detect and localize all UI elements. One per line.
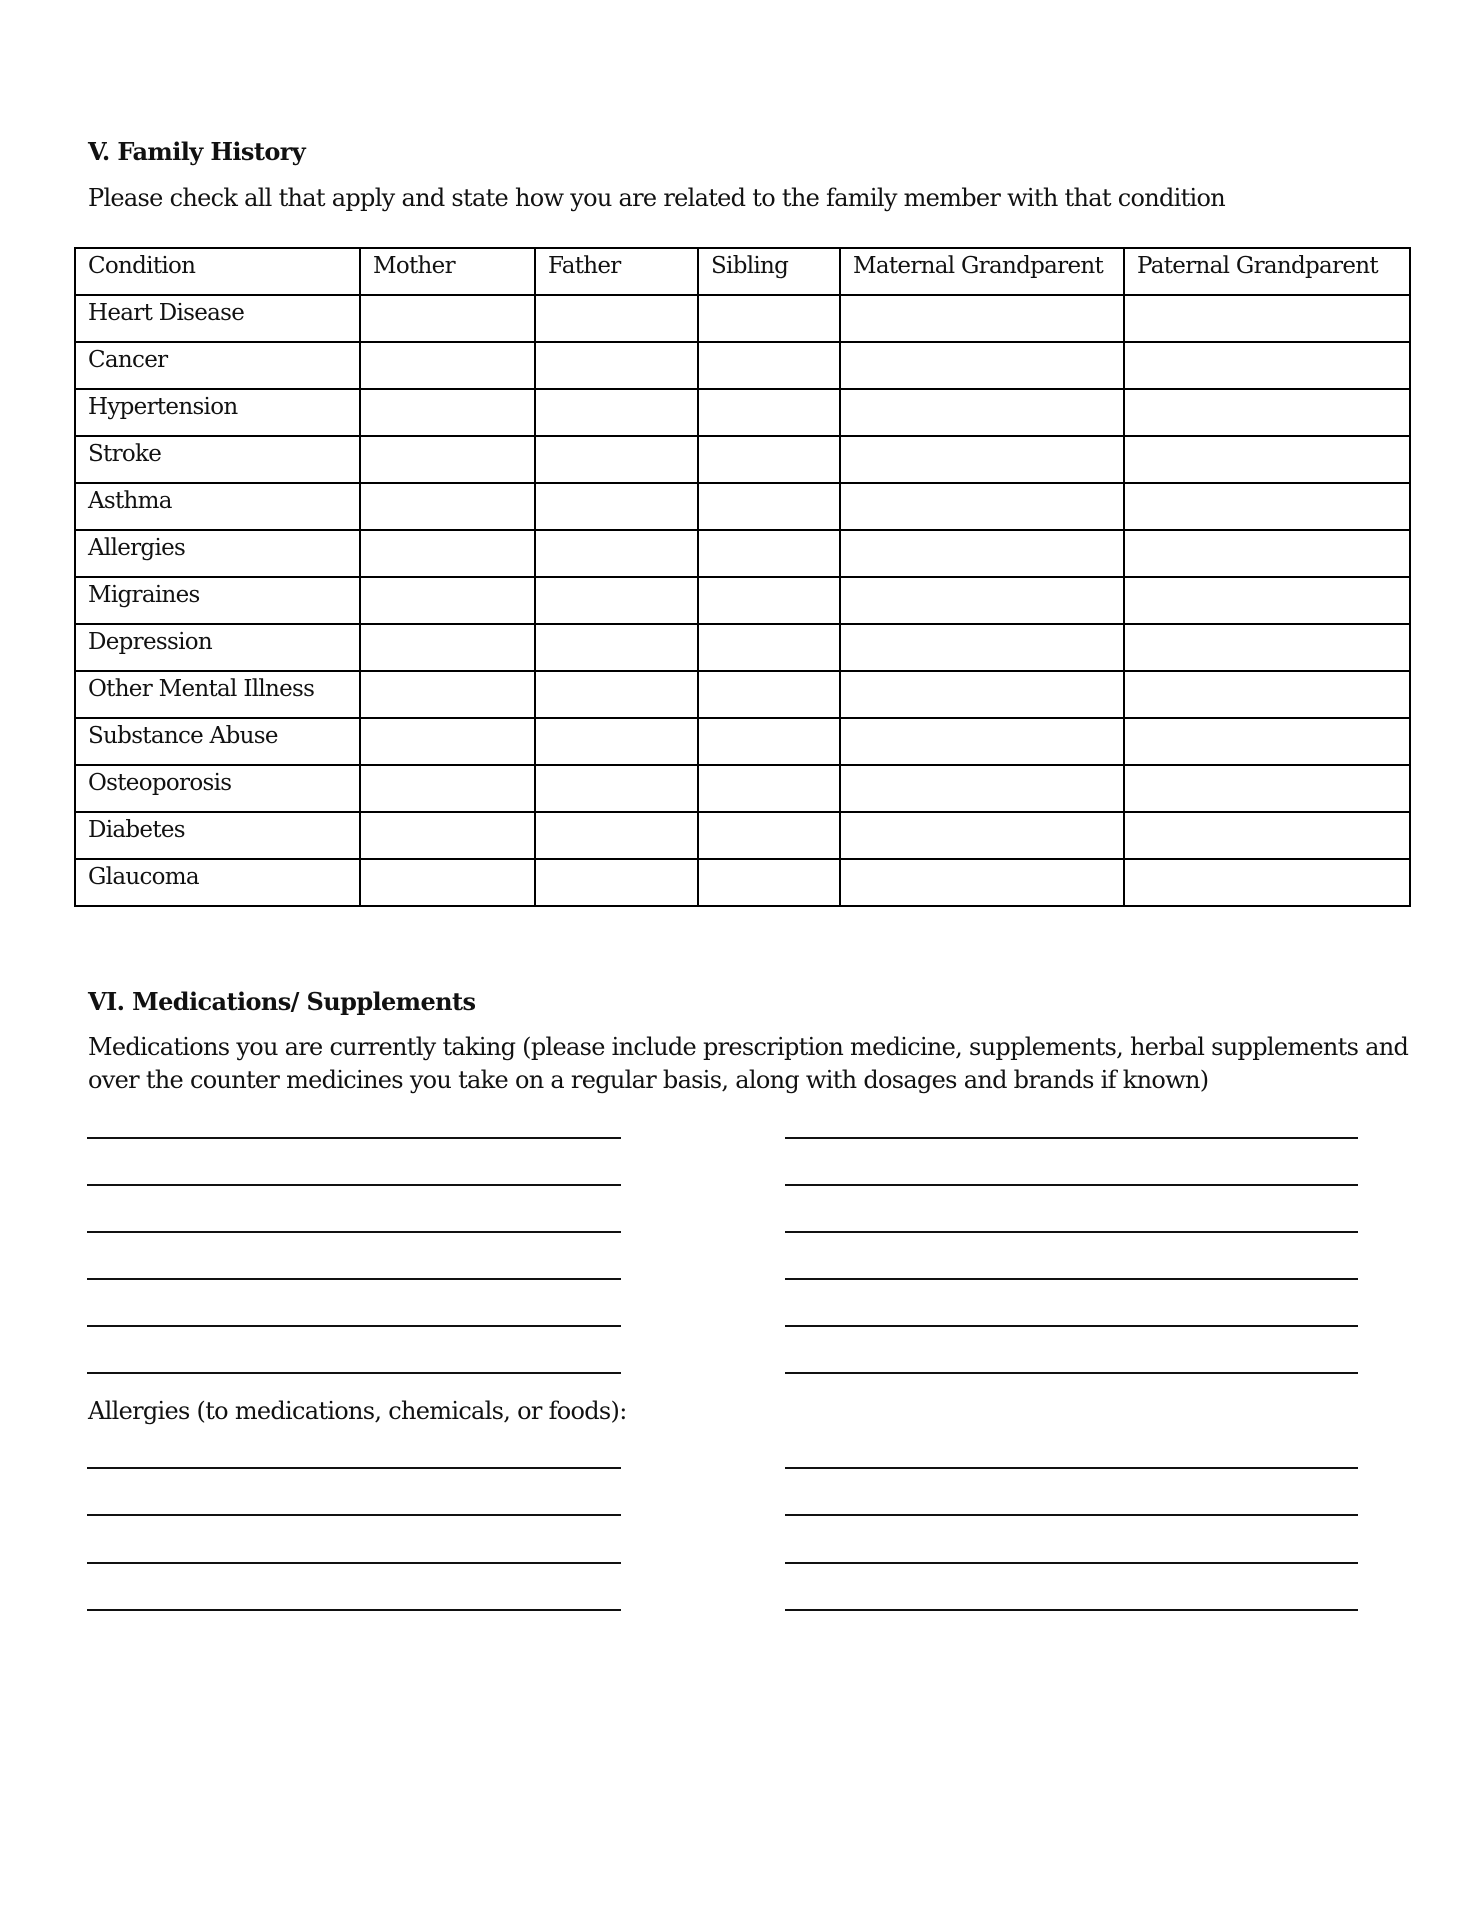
checkbox-cell-mother[interactable]: [360, 812, 535, 859]
checkbox-cell-maternal-grandparent[interactable]: [840, 812, 1124, 859]
checkbox-cell-mother[interactable]: [360, 718, 535, 765]
checkbox-cell-mother[interactable]: [360, 389, 535, 436]
table-row: [75, 483, 1410, 530]
checkbox-cell-maternal-grandparent[interactable]: [840, 436, 1124, 483]
table-row: [75, 671, 1410, 718]
checkbox-cell-father[interactable]: [535, 812, 698, 859]
medications-instructions-line1: Medications you are currently taking (please include prescription medicine, supplements, herbal supplements and: [88, 1033, 1409, 1061]
checkbox-cell-maternal-grandparent[interactable]: [840, 718, 1124, 765]
checkbox-cell-paternal-grandparent[interactable]: [1124, 436, 1410, 483]
checkbox-cell-father[interactable]: [535, 624, 698, 671]
table-row: [75, 530, 1410, 577]
checkbox-cell-sibling[interactable]: [698, 389, 840, 436]
checkbox-cell-maternal-grandparent[interactable]: [840, 577, 1124, 624]
medication-blank-line-right[interactable]: [785, 1372, 1358, 1374]
checkbox-cell-maternal-grandparent[interactable]: [840, 295, 1124, 342]
table-header-row: [75, 248, 1410, 295]
medications-instructions-line2: over the counter medicines you take on a regular basis, along with dosages and brands if known): [88, 1066, 1209, 1094]
table-row: [75, 765, 1410, 812]
column-header-condition: Condition: [75, 248, 360, 295]
medication-blank-line-left[interactable]: [87, 1137, 621, 1139]
checkbox-cell-father[interactable]: [535, 342, 698, 389]
condition-label: Substance Abuse: [75, 718, 360, 765]
checkbox-cell-paternal-grandparent[interactable]: [1124, 577, 1410, 624]
checkbox-cell-sibling[interactable]: [698, 624, 840, 671]
allergy-blank-line-left[interactable]: [87, 1609, 621, 1611]
checkbox-cell-sibling[interactable]: [698, 718, 840, 765]
column-header-maternal-grandparent: Maternal Grandparent: [840, 248, 1124, 295]
table-row: [75, 812, 1410, 859]
condition-label: Diabetes: [75, 812, 360, 859]
checkbox-cell-father[interactable]: [535, 671, 698, 718]
checkbox-cell-sibling[interactable]: [698, 295, 840, 342]
checkbox-cell-maternal-grandparent[interactable]: [840, 483, 1124, 530]
condition-label: Osteoporosis: [75, 765, 360, 812]
checkbox-cell-paternal-grandparent[interactable]: [1124, 342, 1410, 389]
medication-blank-line-right[interactable]: [785, 1325, 1358, 1327]
checkbox-cell-mother[interactable]: [360, 765, 535, 812]
table-row: [75, 624, 1410, 671]
medication-blank-line-left[interactable]: [87, 1184, 621, 1186]
column-header-father: Father: [535, 248, 698, 295]
checkbox-cell-mother[interactable]: [360, 483, 535, 530]
condition-label: Glaucoma: [75, 859, 360, 906]
medications-heading: VI. Medications/ Supplements: [88, 987, 476, 1016]
checkbox-cell-mother[interactable]: [360, 671, 535, 718]
checkbox-cell-sibling[interactable]: [698, 812, 840, 859]
checkbox-cell-father[interactable]: [535, 859, 698, 906]
condition-label: Migraines: [75, 577, 360, 624]
checkbox-cell-mother[interactable]: [360, 342, 535, 389]
condition-label: Depression: [75, 624, 360, 671]
checkbox-cell-father[interactable]: [535, 389, 698, 436]
table-row: [75, 859, 1410, 906]
table-row: [75, 718, 1410, 765]
condition-label: Cancer: [75, 342, 360, 389]
checkbox-cell-mother[interactable]: [360, 530, 535, 577]
checkbox-cell-sibling[interactable]: [698, 530, 840, 577]
table-row: [75, 295, 1410, 342]
checkbox-cell-father[interactable]: [535, 577, 698, 624]
medication-blank-line-left[interactable]: [87, 1325, 621, 1327]
checkbox-cell-maternal-grandparent[interactable]: [840, 765, 1124, 812]
allergy-blank-line-right[interactable]: [785, 1514, 1358, 1516]
checkbox-cell-mother[interactable]: [360, 577, 535, 624]
medication-blank-line-right[interactable]: [785, 1231, 1358, 1233]
medication-blank-line-left[interactable]: [87, 1372, 621, 1374]
checkbox-cell-sibling[interactable]: [698, 765, 840, 812]
checkbox-cell-paternal-grandparent[interactable]: [1124, 624, 1410, 671]
medication-blank-line-right[interactable]: [785, 1278, 1358, 1280]
checkbox-cell-father[interactable]: [535, 765, 698, 812]
condition-label: Asthma: [75, 483, 360, 530]
checkbox-cell-paternal-grandparent[interactable]: [1124, 812, 1410, 859]
checkbox-cell-mother[interactable]: [360, 624, 535, 671]
table-row: [75, 577, 1410, 624]
family-history-instructions: Please check all that apply and state how you are related to the family member with that condition: [88, 184, 1226, 212]
allergy-blank-line-left[interactable]: [87, 1562, 621, 1564]
checkbox-cell-father[interactable]: [535, 436, 698, 483]
checkbox-cell-paternal-grandparent[interactable]: [1124, 530, 1410, 577]
table-row: [75, 342, 1410, 389]
checkbox-cell-sibling[interactable]: [698, 436, 840, 483]
checkbox-cell-maternal-grandparent[interactable]: [840, 389, 1124, 436]
checkbox-cell-maternal-grandparent[interactable]: [840, 671, 1124, 718]
checkbox-cell-father[interactable]: [535, 718, 698, 765]
condition-label: Stroke: [75, 436, 360, 483]
checkbox-cell-father[interactable]: [535, 295, 698, 342]
checkbox-cell-maternal-grandparent[interactable]: [840, 342, 1124, 389]
medication-blank-line-left[interactable]: [87, 1278, 621, 1280]
medication-blank-line-left[interactable]: [87, 1231, 621, 1233]
checkbox-cell-sibling[interactable]: [698, 577, 840, 624]
checkbox-cell-mother[interactable]: [360, 295, 535, 342]
checkbox-cell-paternal-grandparent[interactable]: [1124, 671, 1410, 718]
table-row: [75, 436, 1410, 483]
checkbox-cell-mother[interactable]: [360, 859, 535, 906]
column-header-mother: Mother: [360, 248, 535, 295]
checkbox-cell-paternal-grandparent[interactable]: [1124, 295, 1410, 342]
allergy-blank-line-right[interactable]: [785, 1467, 1358, 1469]
checkbox-cell-mother[interactable]: [360, 436, 535, 483]
allergy-blank-line-left[interactable]: [87, 1467, 621, 1469]
checkbox-cell-sibling[interactable]: [698, 671, 840, 718]
checkbox-cell-paternal-grandparent[interactable]: [1124, 389, 1410, 436]
medication-blank-line-right[interactable]: [785, 1184, 1358, 1186]
checkbox-cell-maternal-grandparent[interactable]: [840, 530, 1124, 577]
checkbox-cell-paternal-grandparent[interactable]: [1124, 765, 1410, 812]
condition-label: Other Mental Illness: [75, 671, 360, 718]
checkbox-cell-father[interactable]: [535, 483, 698, 530]
family-history-heading: V. Family History: [88, 137, 306, 166]
condition-label: Hypertension: [75, 389, 360, 436]
allergy-blank-line-left[interactable]: [87, 1514, 621, 1516]
medication-blank-line-right[interactable]: [785, 1137, 1358, 1139]
table-row: [75, 389, 1410, 436]
checkbox-cell-maternal-grandparent[interactable]: [840, 624, 1124, 671]
checkbox-cell-paternal-grandparent[interactable]: [1124, 718, 1410, 765]
checkbox-cell-father[interactable]: [535, 530, 698, 577]
column-header-sibling: Sibling: [698, 248, 840, 295]
checkbox-cell-paternal-grandparent[interactable]: [1124, 859, 1410, 906]
checkbox-cell-paternal-grandparent[interactable]: [1124, 483, 1410, 530]
family-history-table: [74, 247, 1411, 907]
checkbox-cell-sibling[interactable]: [698, 342, 840, 389]
condition-label: Allergies: [75, 530, 360, 577]
allergy-blank-line-right[interactable]: [785, 1609, 1358, 1611]
condition-label: Heart Disease: [75, 295, 360, 342]
allergy-blank-line-right[interactable]: [785, 1562, 1358, 1564]
allergies-label: Allergies (to medications, chemicals, or foods):: [88, 1397, 627, 1425]
checkbox-cell-sibling[interactable]: [698, 859, 840, 906]
checkbox-cell-sibling[interactable]: [698, 483, 840, 530]
column-header-paternal-grandparent: Paternal Grandparent: [1124, 248, 1410, 295]
checkbox-cell-maternal-grandparent[interactable]: [840, 859, 1124, 906]
